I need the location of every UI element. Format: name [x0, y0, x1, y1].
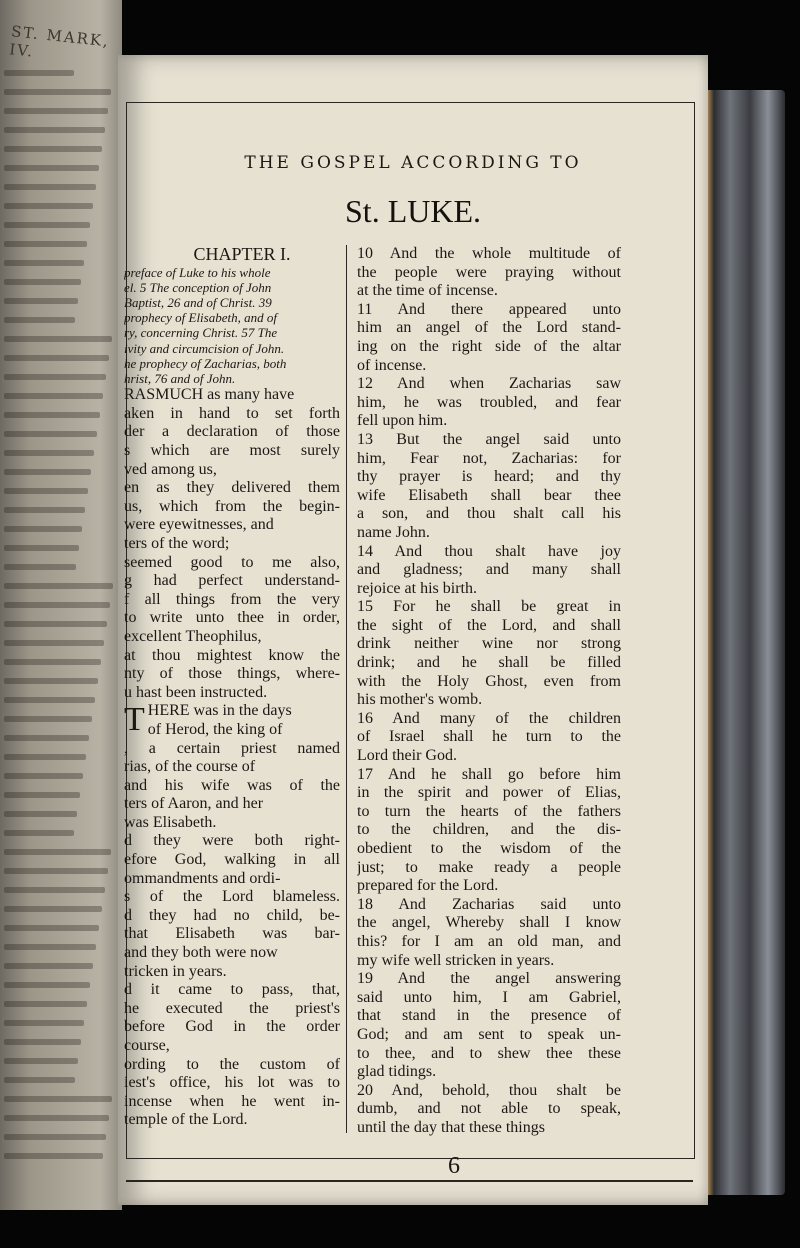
text-line: ording to the custom of: [124, 1055, 340, 1073]
left-page-running-title: ST. MARK, IV.: [8, 22, 111, 61]
text-line: ters of Aaron, and her: [124, 795, 264, 813]
text-line: until the day that these things: [357, 1118, 545, 1136]
text-line: at the time of incense.: [357, 282, 498, 300]
chapter-heading: CHAPTER I.: [193, 244, 291, 264]
text-line: rias, of the course of: [124, 758, 256, 776]
text-line: to the children, and the dis-: [357, 821, 621, 839]
blurred-text-line: [4, 89, 111, 95]
blurred-text-line: [4, 754, 86, 760]
text-line: tricken in years.: [124, 962, 227, 980]
text-line: of incense.: [357, 356, 427, 374]
text-line: drink; and he shall be filled: [357, 654, 621, 672]
blurred-text-line: [4, 450, 94, 456]
text-line: to turn the hearts of the fathers: [357, 802, 621, 820]
text-line: at thou mightest know the: [124, 646, 340, 664]
text-line: aken in hand to set forth: [124, 404, 340, 422]
text-line: 18 And Zacharias said unto: [357, 895, 621, 913]
text-line: Lord their God.: [357, 747, 457, 765]
blurred-text-line: [4, 640, 104, 646]
text-line: ommandments and ordi-: [124, 869, 281, 887]
verses-1-4: [124, 386, 340, 702]
column-divider: [346, 245, 347, 1133]
text-line: in the spirit and power of Elias,: [357, 784, 621, 802]
text-line: that Elisabeth was bar-: [124, 925, 340, 943]
text-line: he executed the priest's: [124, 999, 340, 1017]
blurred-text-line: [4, 678, 98, 684]
text-line: s of the Lord blameless.: [124, 888, 340, 906]
blurred-text-line: [4, 716, 92, 722]
blurred-text-line: [4, 336, 112, 342]
blurred-text-line: [4, 393, 103, 399]
text-line: of Herod, the king of: [147, 720, 283, 738]
text-line: temple of the Lord.: [124, 1111, 248, 1129]
text-line: Baptist, 26 and of Christ. 39: [124, 295, 272, 310]
blurred-text-line: [4, 773, 83, 779]
text-line: my wife well stricken in years.: [357, 951, 555, 969]
text-line: ivity and circumcision of John.: [124, 340, 285, 356]
blurred-text-line: [4, 184, 96, 190]
chapter-summary: [124, 265, 340, 387]
text-line: u hast been instructed.: [124, 683, 268, 701]
blurred-text-line: [4, 127, 105, 133]
text-line: prepared for the Lord.: [357, 877, 499, 895]
text-line: him, he was troubled, and fear: [357, 393, 621, 411]
text-line: d they were both right-: [124, 832, 340, 850]
text-line: , a certain priest named: [124, 739, 340, 757]
blurred-text-line: [4, 963, 93, 969]
blurred-text-line: [4, 735, 89, 741]
text-line: dumb, and not able to speak,: [357, 1100, 621, 1118]
text-line: hrist, 76 and of John.: [124, 371, 236, 387]
text-line: and they both were now: [124, 944, 278, 962]
blurred-text-line: [4, 1077, 75, 1083]
text-line: name John.: [357, 523, 430, 541]
blurred-text-line: [4, 811, 77, 817]
text-line: us, which from the begin-: [124, 497, 340, 515]
text-line: and his wife was of the: [124, 776, 340, 794]
left-page-edge: [0, 0, 122, 1210]
text-line: 10 And the whole multitude of: [357, 245, 621, 262]
text-line: said unto him, I am Gabriel,: [357, 988, 621, 1006]
blurred-text-line: [4, 849, 111, 855]
blurred-text-line: [4, 868, 108, 874]
text-line: this? for I am an old man, and: [357, 932, 621, 950]
text-line: to thee, and to shew thee these: [357, 1044, 621, 1062]
text-line: ing on the right side of the altar: [357, 337, 621, 355]
text-line: der a declaration of those: [124, 423, 340, 441]
blurred-text-line: [4, 887, 105, 893]
text-line: ry, concerning Christ. 57 The: [124, 325, 278, 341]
blurred-text-line: [4, 944, 96, 950]
blurred-text-line: [4, 526, 82, 532]
text-line: prophecy of Elisabeth, and of: [124, 310, 277, 326]
blurred-text-line: [4, 298, 78, 304]
blurred-text-line: [4, 564, 76, 570]
text-line: nty of those things, where-: [124, 665, 340, 683]
blurred-text-line: [4, 70, 74, 76]
blurred-text-line: [4, 260, 84, 266]
text-line: drink neither wine nor strong: [357, 635, 621, 653]
text-line: fell upon him.: [357, 412, 448, 430]
text-line: that stand in the presence of: [357, 1007, 621, 1025]
blurred-text-line: [4, 355, 109, 361]
text-line: en as they delivered them: [124, 479, 340, 497]
text-line: course,: [124, 1037, 170, 1054]
text-line: the angel, Whereby shall I know: [357, 914, 621, 932]
text-line: ved among us,: [124, 460, 217, 478]
text-line: and gladness; and many shall: [357, 561, 621, 579]
text-line: ters of the word;: [124, 534, 230, 552]
blurred-text-line: [4, 545, 79, 551]
book-title: St. LUKE.: [345, 193, 481, 229]
blurred-text-line: [4, 925, 99, 931]
blurred-text-line: [4, 1096, 112, 1102]
text-line: obedient to the wisdom of the: [357, 840, 621, 857]
text-line: 16 And many of the children: [357, 709, 621, 727]
blurred-text-line: [4, 1039, 81, 1045]
blurred-text-line: [4, 469, 91, 475]
blurred-text-line: [4, 222, 90, 228]
blurred-text-line: [4, 317, 75, 323]
blurred-text-line: [4, 1020, 84, 1026]
book-cover-edge: [700, 90, 785, 1195]
text-line: just; to make ready a people: [357, 858, 621, 876]
text-line: f all things from the very: [124, 590, 340, 608]
text-line: el. 5 The conception of John: [124, 279, 272, 295]
blurred-text-line: [4, 1115, 109, 1121]
blurred-text-line: [4, 659, 101, 665]
text-line: seemed good to me also,: [124, 553, 340, 571]
text-line: rejoice at his birth.: [357, 579, 477, 597]
text-line: iest's office, his lot was to: [124, 1074, 340, 1092]
blurred-text-line: [4, 203, 93, 209]
blurred-text-line: [4, 412, 100, 418]
blurred-text-line: [4, 279, 81, 285]
text-line: the sight of the Lord, and shall: [357, 616, 621, 634]
blurred-text-line: [4, 1134, 106, 1140]
text-line: HERE was in the days: [147, 702, 292, 720]
text-line: him, Fear not, Zacharias: for: [357, 449, 621, 467]
blurred-text-line: [4, 1153, 103, 1159]
page-number: 6: [448, 1153, 460, 1179]
text-line: s which are most surely: [124, 442, 340, 459]
text-line: 19 And the angel answering: [357, 970, 621, 988]
verses-5-9: [124, 702, 340, 1130]
text-line: with the Holy Ghost, even from: [357, 672, 621, 690]
left-column: [124, 245, 340, 1130]
text-line: were eyewitnesses, and: [124, 516, 274, 534]
blurred-text-line: [4, 507, 85, 513]
blurred-text-line: [4, 488, 88, 494]
text-line: he prophecy of Zacharias, both: [124, 355, 287, 371]
text-line: wife Elisabeth shall bear thee: [357, 486, 621, 504]
verse-5-block: [124, 702, 340, 1130]
blurred-text-line: [4, 621, 107, 627]
text-line: d it came to pass, that,: [124, 981, 340, 999]
text-line: a son, and thou shalt call his: [357, 505, 621, 523]
blurred-text-line: [4, 1001, 87, 1007]
text-line: 13 But the angel said unto: [357, 430, 621, 448]
text-line: of Israel shall he turn to the: [357, 728, 621, 746]
text-line: 11 And there appeared unto: [357, 300, 621, 318]
blurred-text-line: [4, 374, 106, 380]
text-line: 20 And, behold, thou shalt be: [357, 1081, 621, 1099]
bottom-rule: [126, 1180, 693, 1182]
text-line: efore God, walking in all: [124, 851, 340, 869]
blurred-text-line: [4, 108, 108, 114]
page-header: THE GOSPEL ACCORDING TO: [244, 153, 582, 173]
blurred-text-line: [4, 982, 90, 988]
text-line: God; and am sent to speak un-: [357, 1025, 621, 1043]
text-line: 15 For he shall be great in: [357, 598, 621, 616]
blurred-text-line: [4, 583, 113, 589]
book-page: [118, 55, 708, 1205]
blurred-text-line: [4, 906, 102, 912]
text-line: 14 And thou shalt have joy: [357, 542, 621, 560]
blurred-text-line: [4, 431, 97, 437]
blurred-text-line: [4, 830, 74, 836]
blurred-text-line: [4, 165, 99, 171]
blurred-text-line: [4, 697, 95, 703]
right-column: [357, 245, 621, 1138]
text-line: d they had no child, be-: [124, 906, 340, 924]
text-line: 17 And he shall go before him: [357, 765, 621, 783]
blurred-text-line: [4, 792, 80, 798]
drop-cap: T: [124, 701, 145, 739]
blurred-text-line: [4, 241, 87, 247]
text-line: thy prayer is heard; and thy: [357, 468, 621, 486]
text-line: RASMUCH as many have: [124, 386, 295, 404]
blurred-text-line: [4, 602, 110, 608]
blurred-text-line: [4, 1058, 78, 1064]
text-line: g had perfect understand-: [124, 572, 340, 590]
text-line: 12 And when Zacharias saw: [357, 375, 621, 393]
text-line: the people were praying without: [357, 263, 621, 281]
text-line: was Elisabeth.: [124, 813, 217, 831]
text-line: him an angel of the Lord stand-: [357, 319, 621, 337]
text-line: glad tidings.: [357, 1063, 437, 1081]
text-line: incense when he went in-: [124, 1092, 340, 1110]
text-line: excellent Theophilus,: [124, 627, 262, 645]
text-line: his mother's womb.: [357, 691, 483, 709]
blurred-text-line: [4, 146, 102, 152]
text-line: preface of Luke to his whole: [124, 264, 271, 280]
text-line: to write unto thee in order,: [124, 609, 340, 627]
text-line: before God in the order: [124, 1018, 340, 1036]
